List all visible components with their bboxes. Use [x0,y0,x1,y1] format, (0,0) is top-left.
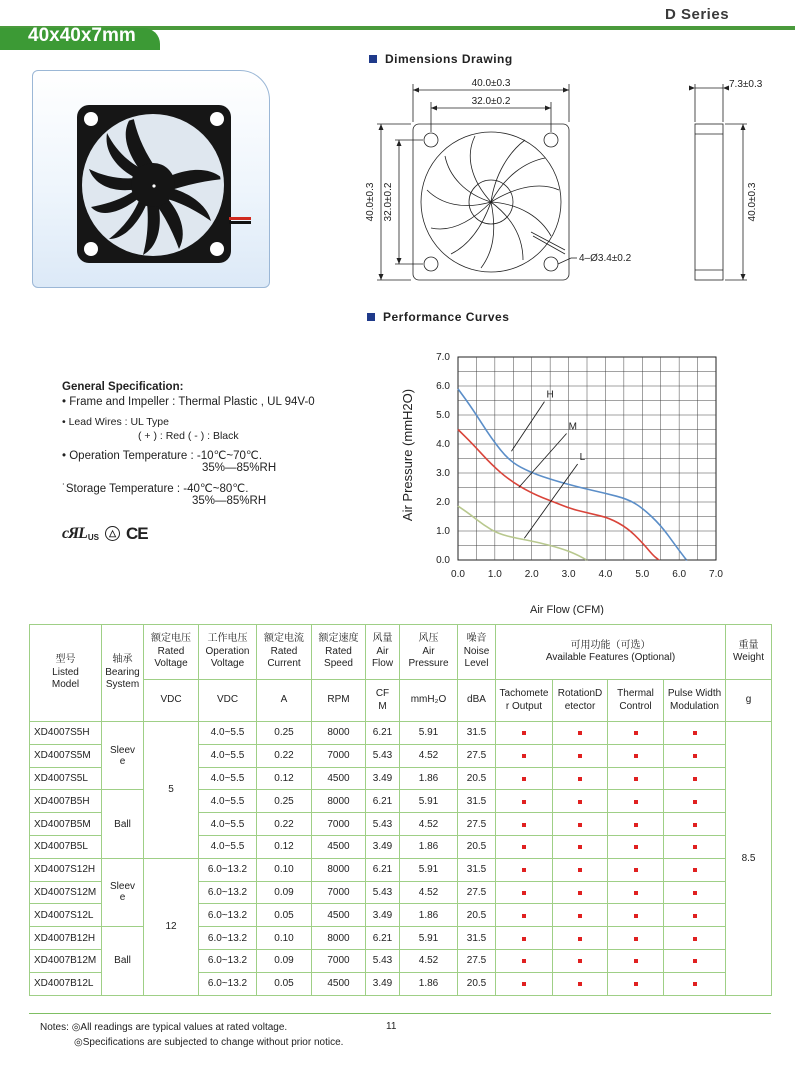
spec-lead-wires-text: Lead Wires : UL Type [68,415,169,428]
chart-y-axis-label: Air Pressure (mmH2O) [400,388,415,522]
performance-chart [390,345,780,615]
available-dot-icon [578,982,582,986]
cell-feature-tacho [496,904,553,927]
cell-speed: 7000 [312,744,366,767]
col-bearing: 轴承 Bearing System [102,625,144,722]
cell-speed: 8000 [312,858,366,881]
available-dot-icon [578,800,582,804]
available-dot-icon [693,868,697,872]
y-tick-label: 2.0 [436,497,450,508]
feature-thermal: Thermal Control [608,680,664,722]
cell-feature-pwm [664,790,726,813]
available-dot-icon [578,777,582,781]
col-rated-current: 额定电流 Rated Current [257,625,312,680]
tuv-logo: △ [105,526,120,541]
cell-model: XD4007S12H [30,858,102,881]
bullet-square-icon [367,313,375,321]
cell-current: 0.09 [257,949,312,972]
y-tick-label: 6.0 [436,381,450,392]
cell-op-voltage: 6.0~13.2 [199,858,257,881]
cell-model: XD4007S5M [30,744,102,767]
cell-feature-rotation [553,904,608,927]
cell-speed: 8000 [312,722,366,745]
available-dot-icon [634,731,638,735]
y-tick-label: 1.0 [436,526,450,537]
unit-air-flow: CF M [366,680,400,722]
cell-flow: 3.49 [366,767,400,790]
cell-flow: 5.43 [366,949,400,972]
dim-inner-height: 32.0±0.2 [383,182,394,222]
cell-model: XD4007B5L [30,835,102,858]
available-dot-icon [693,982,697,986]
cell-flow: 5.43 [366,813,400,836]
y-tick-label: 4.0 [436,439,450,450]
cell-feature-pwm [664,949,726,972]
cell-current: 0.05 [257,904,312,927]
x-tick-label: 3.0 [561,569,576,580]
cell-noise: 20.5 [458,767,496,790]
cell-feature-rotation [553,790,608,813]
cell-noise: 31.5 [458,790,496,813]
cell-current: 0.22 [257,744,312,767]
available-dot-icon [693,937,697,941]
cell-noise: 20.5 [458,904,496,927]
cell-feature-thermal [608,744,664,767]
cell-feature-thermal [608,790,664,813]
cell-noise: 20.5 [458,972,496,995]
cell-op-voltage: 4.0~5.5 [199,722,257,745]
available-dot-icon [578,914,582,918]
spec-storage-temp: ˙Storage Temperature : -40℃~80℃. [62,483,249,496]
available-dot-icon [522,937,526,941]
cell-model: XD4007S12L [30,904,102,927]
dim-holes: 4–Ø3.4±0.2 [579,253,632,264]
available-dot-icon [522,777,526,781]
cell-feature-rotation [553,722,608,745]
table-row [30,722,772,745]
available-dot-icon [634,845,638,849]
available-dot-icon [634,959,638,963]
spec-frame-text: Frame and Impeller : Thermal Plastic , UL 94V-0 [69,395,315,408]
cell-feature-thermal [608,835,664,858]
cell-feature-tacho [496,767,553,790]
cell-bearing: Sleev e [102,722,144,790]
cell-pressure: 5.91 [400,927,458,950]
general-specification [62,380,315,545]
available-dot-icon [522,891,526,895]
available-dot-icon [634,823,638,827]
cell-feature-rotation [553,858,608,881]
cell-feature-thermal [608,722,664,745]
cell-noise: 27.5 [458,881,496,904]
table-row [30,927,772,950]
footer-rule [29,1013,771,1014]
available-dot-icon [693,845,697,849]
y-tick-label: 5.0 [436,410,450,421]
annotation-label: M [568,421,577,433]
cell-feature-pwm [664,858,726,881]
cell-feature-rotation [553,949,608,972]
note-1-text: ◎All readings are typical values at rated voltage. [71,1022,288,1033]
dim-outer-height: 40.0±0.3 [365,182,376,222]
cell-feature-tacho [496,722,553,745]
cell-op-voltage: 6.0~13.2 [199,927,257,950]
cell-speed: 7000 [312,949,366,972]
cell-noise: 31.5 [458,722,496,745]
cell-speed: 8000 [312,927,366,950]
cell-bearing: Ball [102,790,144,858]
cell-feature-rotation [553,927,608,950]
cell-op-voltage: 4.0~5.5 [199,744,257,767]
cell-op-voltage: 4.0~5.5 [199,813,257,836]
cell-model: XD4007B5M [30,813,102,836]
available-dot-icon [693,777,697,781]
notes-label: Notes: [40,1022,69,1033]
cell-feature-tacho [496,972,553,995]
product-photo-frame [32,70,270,288]
cell-model: XD4007S12M [30,881,102,904]
notes [40,1021,343,1050]
available-dot-icon [578,731,582,735]
available-dot-icon [634,914,638,918]
cell-feature-thermal [608,949,664,972]
cell-feature-tacho [496,790,553,813]
col-rated-voltage: 额定电压 Rated Voltage [144,625,199,680]
cell-flow: 6.21 [366,790,400,813]
available-dot-icon [578,891,582,895]
chart-x-axis-label: Air Flow (CFM) [530,604,604,615]
available-dot-icon [522,845,526,849]
cell-feature-tacho [496,927,553,950]
available-dot-icon [578,959,582,963]
available-dot-icon [522,823,526,827]
cell-pressure: 1.86 [400,767,458,790]
note-line-2: ◎Specifications are subjected to change without prior notice. [74,1036,344,1048]
cell-feature-pwm [664,722,726,745]
available-dot-icon [634,891,638,895]
dim-outer-width: 40.0±0.3 [471,78,511,89]
y-tick-label: 7.0 [436,352,450,363]
available-dot-icon [522,982,526,986]
note-line-1 [40,1021,343,1036]
cell-speed: 7000 [312,813,366,836]
available-dot-icon [634,754,638,758]
spec-storage-temp-text: Storage Temperature : -40℃~80℃. [65,483,249,496]
available-dot-icon [522,868,526,872]
cell-speed: 4500 [312,767,366,790]
cell-pressure: 5.91 [400,722,458,745]
cell-current: 0.12 [257,767,312,790]
cell-model: XD4007B12H [30,927,102,950]
cell-current: 0.10 [257,858,312,881]
cell-feature-rotation [553,881,608,904]
bullet-square-icon [369,55,377,63]
cell-feature-pwm [664,904,726,927]
cell-feature-thermal [608,881,664,904]
cell-feature-tacho [496,881,553,904]
cell-feature-rotation [553,835,608,858]
cell-pressure: 4.52 [400,744,458,767]
cell-speed: 4500 [312,904,366,927]
cell-feature-pwm [664,767,726,790]
available-dot-icon [522,959,526,963]
ul-logo: cЯL [62,524,87,542]
cell-pressure: 5.91 [400,858,458,881]
col-model: 型号 Listed Model [30,625,102,722]
available-dot-icon [634,800,638,804]
cell-current: 0.22 [257,813,312,836]
available-dot-icon [693,959,697,963]
cell-pressure: 1.86 [400,835,458,858]
available-dot-icon [693,800,697,804]
cell-op-voltage: 6.0~13.2 [199,972,257,995]
cell-feature-thermal [608,927,664,950]
dim-thickness: 7.3±0.3 [729,79,763,90]
cell-model: XD4007B12M [30,949,102,972]
x-tick-label: 2.0 [524,569,539,580]
spec-op-rh: 35%—85%RH [202,462,277,475]
cell-feature-thermal [608,972,664,995]
dim-inner-width: 32.0±0.2 [471,96,511,107]
cell-speed: 4500 [312,835,366,858]
available-dot-icon [634,982,638,986]
available-dot-icon [693,891,697,895]
cell-bearing: Sleev e [102,858,144,926]
cell-flow: 5.43 [366,881,400,904]
cell-model: XD4007B5H [30,790,102,813]
cell-rated-voltage: 12 [144,858,199,995]
cell-current: 0.10 [257,927,312,950]
cell-model: XD4007B12L [30,972,102,995]
available-dot-icon [522,914,526,918]
table-row [30,790,772,813]
cell-speed: 4500 [312,972,366,995]
available-dot-icon [634,937,638,941]
spec-lead-wires: • Lead Wires : UL Type [62,415,169,428]
cell-pressure: 4.52 [400,881,458,904]
x-tick-label: 1.0 [487,569,502,580]
unit-rated-current: A [257,680,312,722]
us-mark: US [87,532,100,542]
page-number: 11 [386,1021,397,1032]
cell-noise: 20.5 [458,835,496,858]
cell-feature-thermal [608,767,664,790]
cell-feature-rotation [553,767,608,790]
x-tick-label: 7.0 [709,569,723,580]
cell-feature-thermal [608,904,664,927]
available-dot-icon [693,754,697,758]
x-tick-label: 0.0 [451,569,465,580]
spec-storage-rh: 35%—85%RH [192,494,267,507]
cell-noise: 31.5 [458,927,496,950]
spec-frame: • Frame and Impeller : Thermal Plastic , UL 94V-0 [62,395,315,408]
available-dot-icon [578,823,582,827]
y-tick-label: 0.0 [436,555,450,566]
feature-rotation: RotationD etector [553,680,608,722]
cell-noise: 31.5 [458,858,496,881]
fan-photo [33,71,271,289]
cell-feature-pwm [664,744,726,767]
cell-op-voltage: 6.0~13.2 [199,949,257,972]
specification-table [29,624,772,996]
cell-current: 0.09 [257,881,312,904]
dimensions-heading-text: Dimensions Drawing [385,52,513,66]
cell-feature-pwm [664,927,726,950]
cell-feature-rotation [553,972,608,995]
cell-op-voltage: 4.0~5.5 [199,767,257,790]
cell-current: 0.25 [257,722,312,745]
performance-heading-text: Performance Curves [383,310,510,324]
cell-feature-pwm [664,813,726,836]
cell-speed: 8000 [312,790,366,813]
cell-feature-tacho [496,744,553,767]
ce-mark: CE [126,523,148,543]
available-dot-icon [578,845,582,849]
col-rated-speed: 额定速度 Rated Speed [312,625,366,680]
cell-feature-pwm [664,835,726,858]
cell-op-voltage: 4.0~5.5 [199,835,257,858]
col-air-flow: 风量 Air Flow [366,625,400,680]
cell-pressure: 4.52 [400,813,458,836]
cell-current: 0.05 [257,972,312,995]
available-dot-icon [578,937,582,941]
unit-rated-speed: RPM [312,680,366,722]
feature-pwm: Pulse Width Modulation [664,680,726,722]
cell-flow: 6.21 [366,722,400,745]
annotation-label: L [579,451,586,463]
cell-noise: 27.5 [458,949,496,972]
series-label: D Series [665,6,730,23]
col-air-pressure: 风压 Air Pressure [400,625,458,680]
cell-pressure: 1.86 [400,904,458,927]
dim-side-height: 40.0±0.3 [747,182,758,222]
available-dot-icon [693,731,697,735]
cell-feature-thermal [608,813,664,836]
table-header-row [30,625,772,680]
spec-title: General Specification: [62,381,184,393]
table-row [30,858,772,881]
cell-feature-rotation [553,813,608,836]
unit-op-voltage: VDC [199,680,257,722]
unit-noise: dBA [458,680,496,722]
cell-model: XD4007S5H [30,722,102,745]
cell-speed: 7000 [312,881,366,904]
available-dot-icon [578,868,582,872]
cell-noise: 27.5 [458,813,496,836]
col-weight: 重量 Weight [726,625,772,680]
cell-feature-tacho [496,949,553,972]
cell-current: 0.25 [257,790,312,813]
available-dot-icon [522,800,526,804]
col-features: 可用功能（可选） Available Features (Optional) [496,625,726,680]
cell-pressure: 4.52 [400,949,458,972]
cell-feature-rotation [553,744,608,767]
cell-flow: 6.21 [366,858,400,881]
available-dot-icon [522,731,526,735]
y-tick-label: 3.0 [436,468,450,479]
cell-flow: 3.49 [366,835,400,858]
cell-feature-pwm [664,972,726,995]
cell-flow: 3.49 [366,904,400,927]
available-dot-icon [634,777,638,781]
cell-op-voltage: 6.0~13.2 [199,881,257,904]
performance-heading [367,310,509,324]
annotation-label: H [546,389,554,401]
cell-op-voltage: 6.0~13.2 [199,904,257,927]
cell-current: 0.12 [257,835,312,858]
cell-flow: 3.49 [366,972,400,995]
cell-flow: 6.21 [366,927,400,950]
x-tick-label: 4.0 [598,569,613,580]
available-dot-icon [522,754,526,758]
cell-pressure: 5.91 [400,790,458,813]
certification-marks [62,523,315,545]
spec-op-temp: • Operation Temperature : -10℃~70℃. [62,450,263,463]
spec-op-temp-text: Operation Temperature : -10℃~70℃. [69,450,263,463]
available-dot-icon [634,868,638,872]
cell-noise: 27.5 [458,744,496,767]
unit-rated-voltage: VDC [144,680,199,722]
spec-lead-colors: ( + ) : Red ( - ) : Black [138,429,239,442]
unit-air-pressure: mmH₂O [400,680,458,722]
available-dot-icon [578,754,582,758]
cell-weight: 8.5 [726,722,772,996]
dimensions-drawing [355,64,785,304]
feature-tacho: Tachomete r Output [496,680,553,722]
x-tick-label: 5.0 [635,569,650,580]
cell-bearing: Ball [102,927,144,995]
cell-flow: 5.43 [366,744,400,767]
page-title: 40x40x7mm [28,25,136,46]
col-noise: 噪音 Noise Level [458,625,496,680]
available-dot-icon [693,914,697,918]
cell-pressure: 1.86 [400,972,458,995]
cell-rated-voltage: 5 [144,722,199,859]
x-tick-label: 6.0 [672,569,687,580]
cell-feature-tacho [496,835,553,858]
cell-feature-tacho [496,813,553,836]
cell-feature-tacho [496,858,553,881]
cell-feature-thermal [608,858,664,881]
col-op-voltage: 工作电压 Operation Voltage [199,625,257,680]
cell-op-voltage: 4.0~5.5 [199,790,257,813]
unit-weight: g [726,680,772,722]
available-dot-icon [693,823,697,827]
cell-feature-pwm [664,881,726,904]
table-body [30,722,772,996]
cell-model: XD4007S5L [30,767,102,790]
